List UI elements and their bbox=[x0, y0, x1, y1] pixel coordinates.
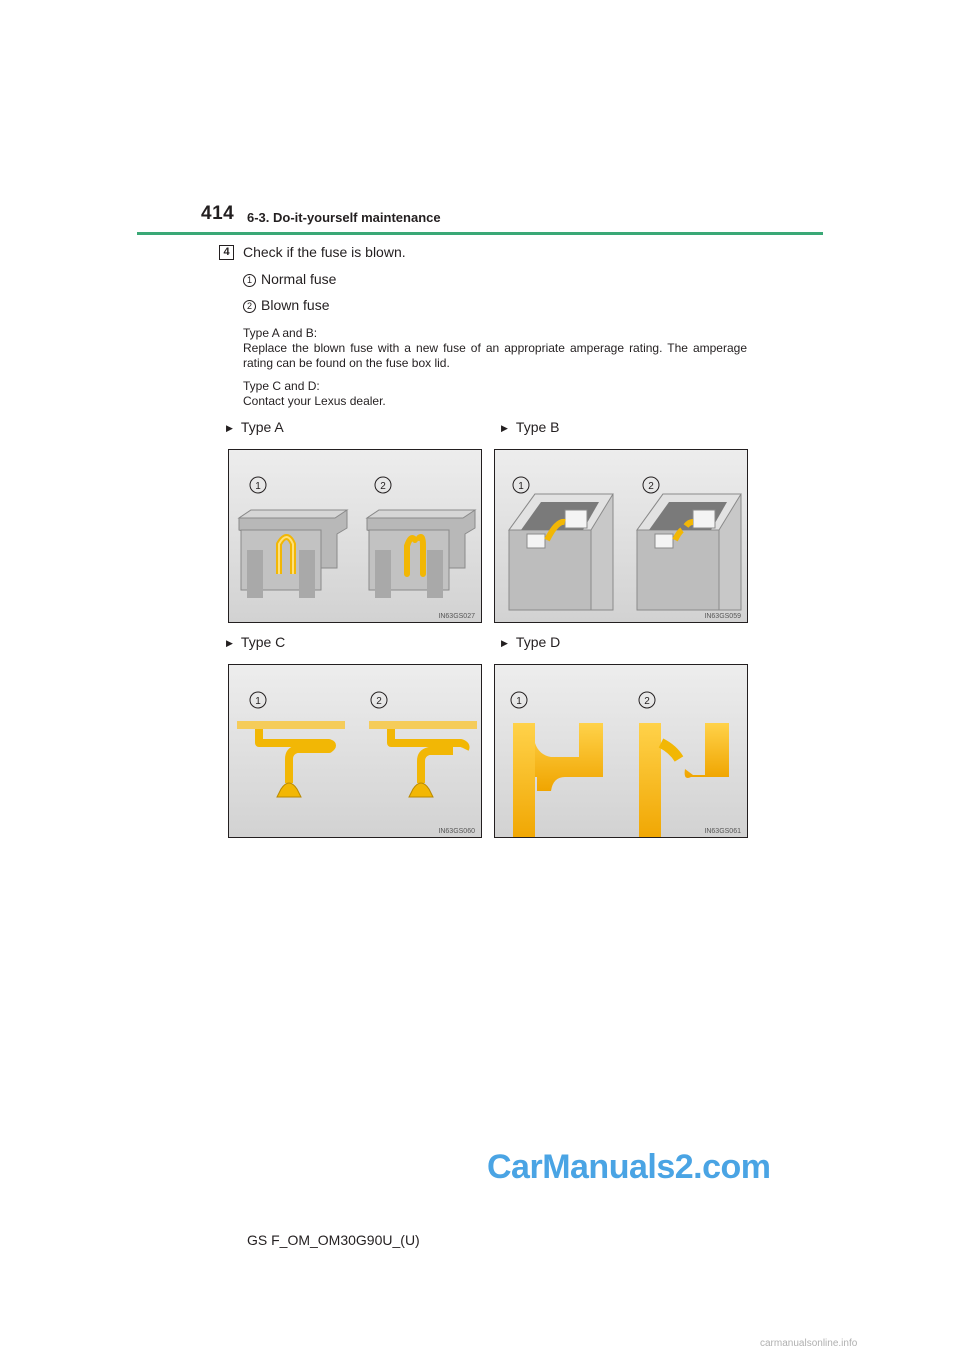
type-b-label: ▶ Type B bbox=[501, 419, 560, 435]
watermark-logo: CarManuals2.com bbox=[487, 1148, 771, 1186]
callout-1-marker bbox=[511, 692, 527, 708]
callout-2-marker bbox=[375, 477, 391, 493]
type-c-fuse-illustration bbox=[228, 664, 482, 838]
callout-2-marker bbox=[643, 477, 659, 493]
document-code: GS F_OM_OM30G90U_(U) bbox=[247, 1232, 420, 1248]
step-instruction: Check if the fuse is blown. bbox=[243, 244, 406, 260]
item-number-1: 1 bbox=[243, 274, 256, 287]
item-blown-fuse: Blown fuse bbox=[261, 297, 330, 313]
section-title: 6-3. Do-it-yourself maintenance bbox=[247, 210, 441, 225]
type-a-label: ▶ Type A bbox=[226, 419, 284, 435]
svg-text:1: 1 bbox=[516, 696, 522, 707]
normal-blade-fuse bbox=[239, 510, 347, 598]
svg-text:2: 2 bbox=[644, 696, 650, 707]
note-ab-heading: Type A and B: bbox=[243, 326, 318, 340]
type-c-label: ▶ Type C bbox=[226, 634, 286, 650]
type-d-fuse-illustration bbox=[494, 664, 748, 838]
callout-1-marker bbox=[250, 477, 266, 493]
callout-2-marker bbox=[639, 692, 655, 708]
note-ab-text: Replace the blown fuse with a new fuse of an appropriate amperage rating. The amperage rating can be found on the fuse box lid. bbox=[243, 341, 747, 370]
triangle-bullet-icon: ▶ bbox=[501, 638, 508, 648]
note-cd-text: Contact your Lexus dealer. bbox=[243, 394, 386, 408]
note-cd-heading: Type C and D: bbox=[243, 379, 320, 393]
svg-text:1: 1 bbox=[255, 481, 261, 492]
type-a-fuse-illustration bbox=[228, 449, 482, 623]
step-number-badge: 4 bbox=[219, 245, 234, 260]
svg-text:IN63GS059: IN63GS059 bbox=[704, 613, 741, 620]
svg-text:2: 2 bbox=[376, 696, 382, 707]
callout-1-marker bbox=[250, 692, 266, 708]
normal-cartridge-fuse bbox=[509, 494, 613, 610]
blown-cartridge-fuse bbox=[637, 494, 741, 610]
svg-text:IN63GS061: IN63GS061 bbox=[704, 828, 741, 835]
svg-text:IN63GS060: IN63GS060 bbox=[438, 828, 475, 835]
blown-blade-fuse bbox=[367, 510, 475, 598]
svg-text:1: 1 bbox=[255, 696, 261, 707]
callout-2-marker bbox=[371, 692, 387, 708]
triangle-bullet-icon: ▶ bbox=[226, 423, 233, 433]
triangle-bullet-icon: ▶ bbox=[226, 638, 233, 648]
type-b-fuse-illustration bbox=[494, 449, 748, 623]
type-d-label: ▶ Type D bbox=[501, 634, 561, 650]
header-rule bbox=[137, 232, 823, 235]
normal-bolt-fuse bbox=[513, 723, 603, 837]
callout-1-marker bbox=[513, 477, 529, 493]
blown-bolt-fuse bbox=[639, 723, 729, 837]
svg-text:2: 2 bbox=[648, 481, 654, 492]
svg-text:IN63GS027: IN63GS027 bbox=[438, 613, 475, 620]
item-number-2: 2 bbox=[243, 300, 256, 313]
normal-strip-fuse bbox=[237, 721, 345, 797]
svg-text:2: 2 bbox=[380, 481, 386, 492]
blown-strip-fuse bbox=[369, 721, 477, 797]
triangle-bullet-icon: ▶ bbox=[501, 423, 508, 433]
item-normal-fuse: Normal fuse bbox=[261, 271, 337, 287]
svg-text:1: 1 bbox=[518, 481, 524, 492]
footer-site-link[interactable]: carmanualsonline.info bbox=[760, 1338, 858, 1349]
page-number: 414 bbox=[201, 203, 235, 224]
